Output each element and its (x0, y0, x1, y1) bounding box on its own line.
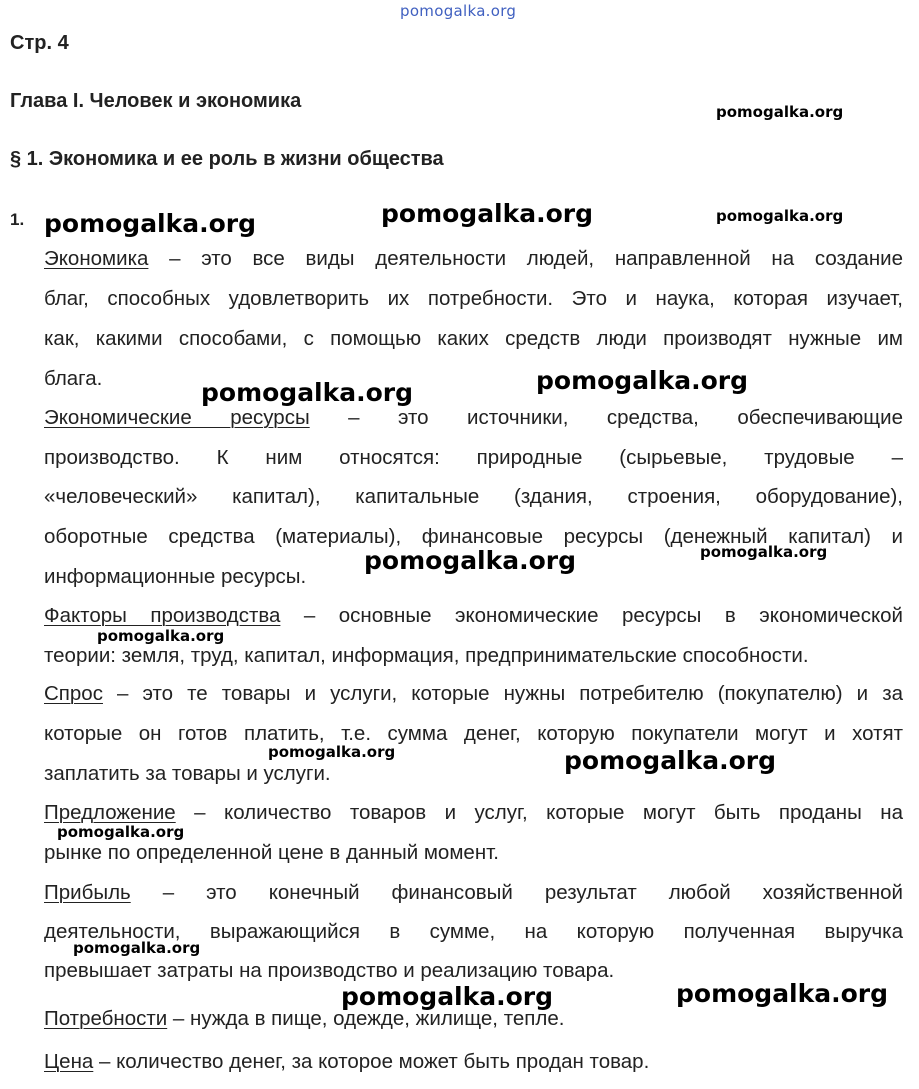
ekonomika-line-4: блага. (44, 367, 103, 390)
term-pribyl: Прибыль (44, 881, 131, 904)
watermark: pomogalka.org (364, 546, 577, 575)
resursy-line-3: «человеческий» капитал), капитальные (здания, строения, оборудование), (44, 485, 903, 508)
section-title: § 1. Экономика и ее роль в жизни общества (10, 148, 444, 170)
resursy-line-1: Экономические ресурсы – это источники, средства, обеспечивающие (44, 406, 903, 429)
watermark: pomogalka.org (268, 743, 396, 761)
chapter-title: Глава I. Человек и экономика (10, 90, 302, 112)
term-faktory: Факторы производства (44, 604, 281, 627)
watermark: pomogalka.org (676, 979, 889, 1008)
term-cena: Цена (44, 1050, 94, 1073)
term-predlozhenie: Предложение (44, 801, 176, 824)
predl-line-2: рынке по определенной цене в данный момент. (44, 841, 499, 864)
faktory-line-1: Факторы производства – основные экономические ресурсы в экономической (44, 604, 903, 627)
watermark: pomogalka.org (57, 823, 185, 841)
term-spros: Спрос (44, 682, 103, 705)
page-label: Стр. 4 (10, 32, 69, 54)
watermark: pomogalka.org (381, 199, 594, 228)
pribyl-line-3: превышает затраты на производство и реализацию товара. (44, 959, 615, 982)
watermark: pomogalka.org (564, 746, 777, 775)
watermark: pomogalka.org (716, 103, 844, 121)
resursy-line-2: производство. К ним относятся: природные (сырьевые, трудовые – (44, 446, 903, 469)
watermark: pomogalka.org (536, 366, 749, 395)
watermark: pomogalka.org (44, 209, 257, 238)
watermark: pomogalka.org (700, 543, 828, 561)
term-resursy: Экономические ресурсы (44, 406, 310, 429)
pribyl-line-1: Прибыль – это конечный финансовый результат любой хозяйственной (44, 881, 903, 904)
watermark: pomogalka.org (73, 939, 201, 957)
spros-line-3: заплатить за товары и услуги. (44, 762, 331, 785)
faktory-line-2: теории: земля, труд, капитал, информация, предпринимательские способности. (44, 644, 809, 667)
watermark: pomogalka.org (201, 378, 414, 407)
ekonomika-line-3: как, какими способами, с помощью каких средств люди производят нужные им (44, 327, 903, 350)
resursy-line-5: информационные ресурсы. (44, 565, 307, 588)
ekonomika-line-1: Экономика – это все виды деятельности людей, направленной на создание (44, 247, 903, 270)
watermark: pomogalka.org (400, 2, 517, 20)
cena-line-1: Цена – количество денег, за которое может быть продан товар. (44, 1050, 650, 1073)
spros-line-2: которые он готов платить, т.е. сумма денег, которую покупатели могут и хотят (44, 722, 903, 745)
term-ekonomika: Экономика (44, 247, 149, 270)
item-number: 1. (10, 210, 25, 229)
resursy-line-4: оборотные средства (материалы), финансовые ресурсы (денежный капитал) и (44, 525, 903, 548)
potreb-line-1: Потребности – нужда в пище, одежде, жилище, тепле. (44, 1007, 565, 1030)
watermark: pomogalka.org (97, 627, 225, 645)
watermark: pomogalka.org (716, 207, 844, 225)
watermark: pomogalka.org (341, 982, 554, 1011)
pribyl-line-2: деятельности, выражающийся в сумме, на которую полученная выручка (44, 920, 903, 943)
term-potrebnosti: Потребности (44, 1007, 168, 1030)
ekonomika-line-2: благ, способных удовлетворить их потребности. Это и наука, которая изучает, (44, 287, 903, 310)
spros-line-1: Спрос – это те товары и услуги, которые нужны потребителю (покупателю) и за (44, 682, 903, 705)
predl-line-1: Предложение – количество товаров и услуг, которые могут быть проданы на (44, 801, 903, 824)
